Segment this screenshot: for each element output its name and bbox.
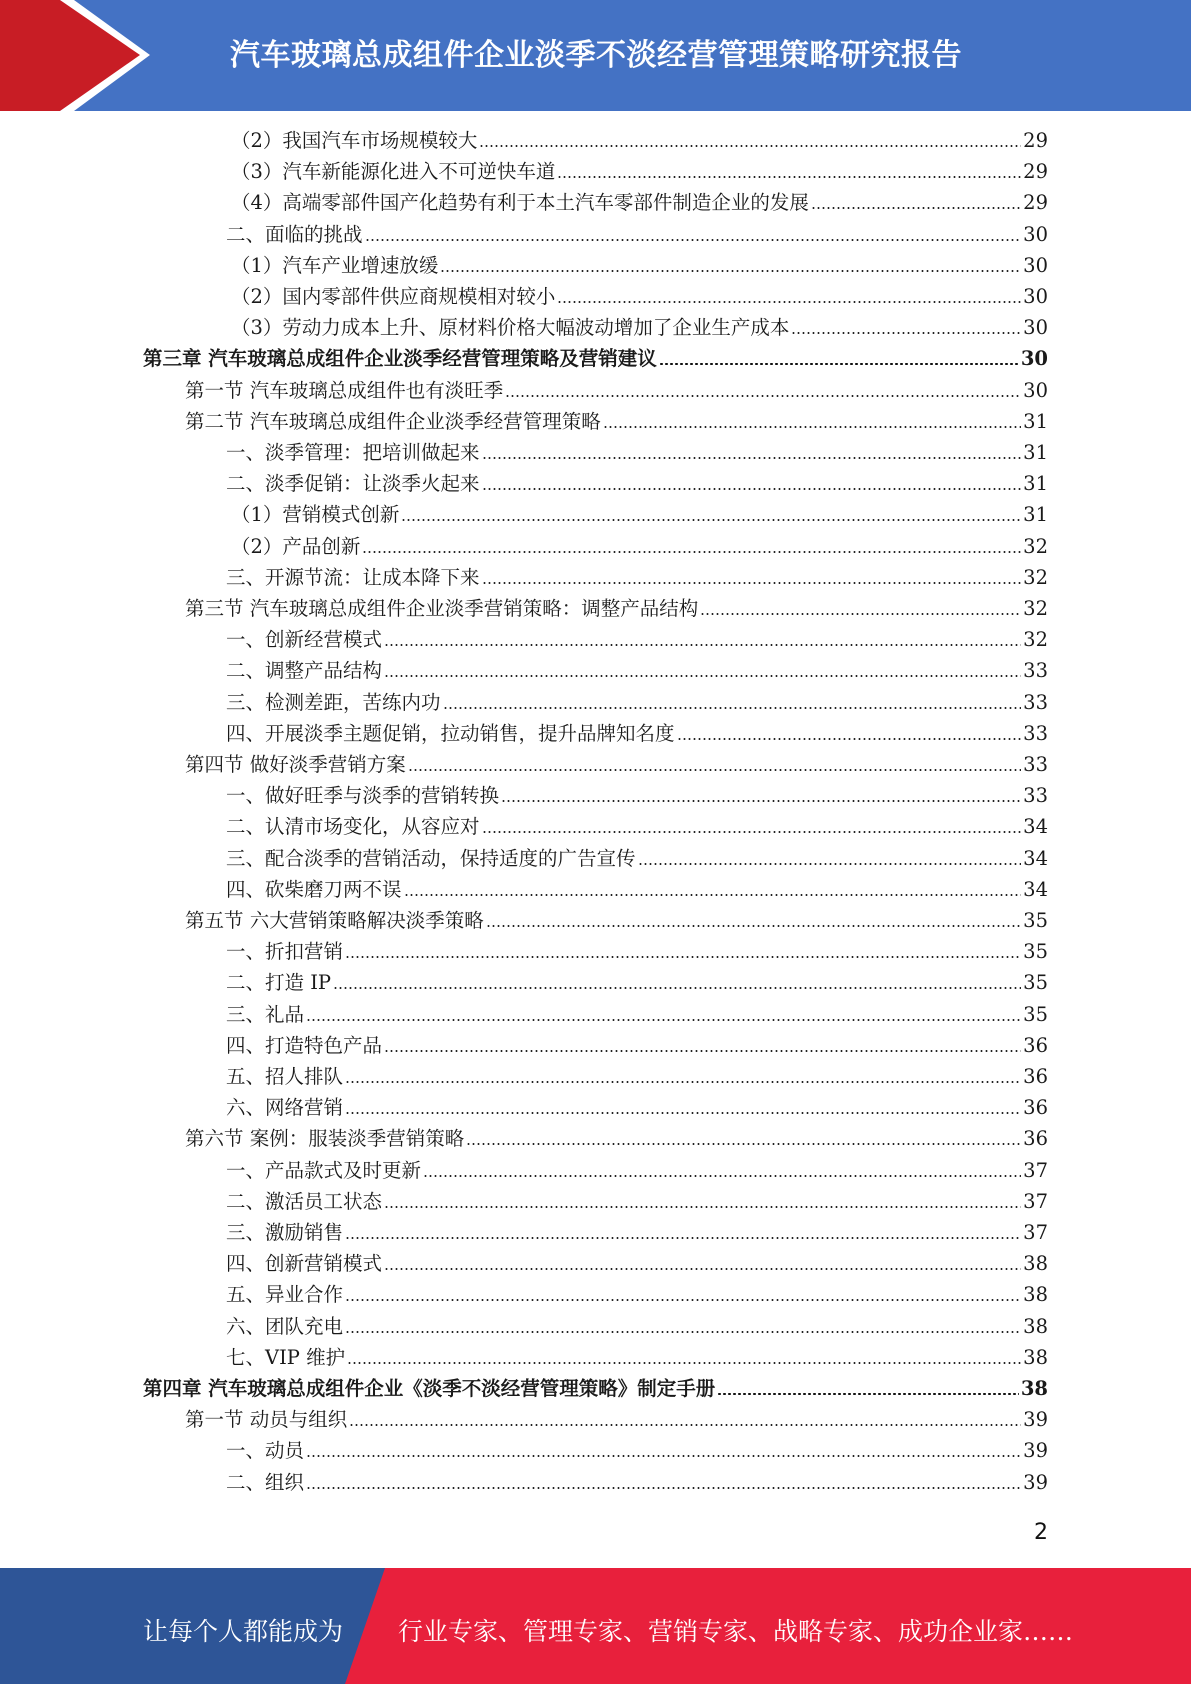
toc-entry[interactable] [226,1342,1048,1373]
toc-dot-leader [811,207,1021,209]
toc-dot-leader [466,1143,1021,1145]
toc-entry[interactable] [185,593,1048,624]
toc-entry-title: （4）高端零部件国产化趋势有利于本土汽车零部件制造企业的发展 [231,191,809,215]
toc-entry[interactable] [226,967,1048,998]
toc-entry-title: 一、创新经营模式 [226,628,383,652]
toc-entry[interactable] [226,1217,1048,1248]
toc-dot-leader [486,925,1021,927]
toc-dot-leader [482,488,1022,490]
toc-dot-leader [423,1175,1021,1177]
toc-entry-page: 31 [1023,503,1048,527]
toc-entry-page: 31 [1023,441,1048,464]
toc-entry-page: 29 [1023,191,1048,215]
toc-entry[interactable] [231,156,1048,187]
toc-entry[interactable] [226,1467,1048,1498]
toc-entry-page: 29 [1023,129,1048,152]
toc-entry-title: （3）劳动力成本上升、原材料价格大幅波动增加了企业生产成本 [231,316,790,340]
toc-entry-page: 39 [1023,1470,1048,1494]
toc-entry[interactable] [226,811,1048,842]
toc-dot-leader [557,176,1021,178]
toc-entry-page: 32 [1023,534,1048,558]
toc-dot-leader [479,145,1021,147]
toc-entry[interactable] [185,375,1048,406]
toc-dot-leader [482,831,1022,833]
toc-dot-leader [384,644,1021,646]
toc-entry[interactable] [231,281,1048,312]
toc-entry-page: 33 [1023,659,1048,683]
toc-dot-leader [384,1206,1021,1208]
toc-entry-title: 七、VIP 维护 [226,1345,346,1369]
toc-entry-title: 五、异业合作 [226,1283,344,1307]
toc-entry-title: 二、打造 IP [226,971,332,995]
toc-dot-leader [482,457,1022,459]
toc-dot-leader [700,613,1021,615]
page-footer [0,1568,1191,1684]
toc-entry-page: 37 [1023,1189,1048,1213]
toc-entry-page: 32 [1023,628,1048,652]
toc-entry[interactable] [231,250,1048,281]
toc-entry-page: 34 [1023,846,1048,870]
toc-dot-leader [306,1455,1021,1457]
toc-entry-title: 一、淡季管理：把培训做起来 [226,441,480,464]
toc-entry[interactable] [185,905,1048,936]
toc-dot-leader [408,769,1021,771]
toc-entry-page: 39 [1023,1439,1048,1463]
toc-entry[interactable] [226,1248,1048,1279]
toc-entry-title: 三、检测差距，苦练内功 [226,690,441,714]
toc-entry-title: （2）产品创新 [231,534,361,558]
toc-entry-page: 33 [1023,784,1048,808]
toc-entry-page: 36 [1023,1065,1048,1088]
toc-entry[interactable] [185,406,1048,437]
toc-entry-page: 30 [1023,222,1048,246]
toc-dot-leader [306,1487,1021,1489]
toc-entry[interactable] [231,187,1048,218]
toc-entry[interactable] [226,843,1048,874]
toc-entry-title: 六、网络营销 [226,1096,344,1120]
toc-dot-leader [603,426,1021,428]
toc-entry[interactable] [185,1123,1048,1154]
toc-dot-leader [791,332,1021,334]
toc-entry[interactable] [226,562,1048,593]
toc-entry[interactable] [143,1373,1048,1404]
toc-dot-leader [638,863,1022,865]
toc-dot-leader [349,1424,1021,1426]
toc-entry-page: 38 [1023,1252,1048,1276]
toc-entry-page: 36 [1023,1033,1048,1057]
toc-entry-page: 30 [1023,285,1048,308]
toc-entry[interactable] [226,718,1048,749]
toc-entry-title: 三、礼品 [226,1002,305,1026]
footer-slogan-left: 让每个人都能成为 [143,1617,344,1646]
toc-entry-title: 四、创新营销模式 [226,1252,383,1276]
toc-entry-title: 二、淡季促销：让淡季火起来 [226,472,480,496]
toc-entry-title: 二、面临的挑战 [226,222,363,246]
toc-entry-title: 第五节 六大营销策略解决淡季策略 [185,909,484,932]
toc-entry-page: 31 [1023,409,1048,433]
toc-entry-title: 三、激励销售 [226,1221,344,1244]
toc-entry-title: 第一节 汽车玻璃总成组件也有淡旺季 [185,378,504,402]
toc-entry-title: 一、产品款式及时更新 [226,1158,422,1182]
toc-entry[interactable] [231,499,1048,530]
toc-entry-title: （1）营销模式创新 [231,503,400,527]
toc-entry-title: 四、砍柴磨刀两不误 [226,877,402,901]
toc-entry[interactable] [226,1186,1048,1217]
toc-entry[interactable] [226,1061,1048,1092]
toc-entry[interactable] [226,780,1048,811]
toc-entry[interactable] [231,531,1048,562]
page-number: 2 [1034,1520,1048,1545]
toc-entry-page: 38 [1020,1377,1048,1400]
toc-entry[interactable] [226,1030,1048,1061]
toc-dot-leader [440,270,1021,272]
toc-dot-leader [482,582,1022,584]
toc-dot-leader [345,1112,1021,1114]
toc-entry-title: 第四章 汽车玻璃总成组件企业《淡季不淡经营管理策略》制定手册 [143,1377,716,1400]
toc-entry-page: 32 [1023,597,1048,620]
toc-entry-page: 30 [1023,316,1048,340]
toc-entry-page: 30 [1020,347,1048,371]
toc-entry-page: 39 [1023,1408,1048,1432]
toc-entry-title: 六、团队充电 [226,1314,344,1338]
toc-entry[interactable] [143,343,1048,374]
toc-entry-page: 36 [1023,1096,1048,1120]
toc-dot-leader [501,800,1021,802]
toc-entry-page: 35 [1023,940,1048,964]
toc-entry-page: 33 [1023,753,1048,776]
toc-entry[interactable] [226,1435,1048,1466]
toc-entry[interactable] [226,1155,1048,1186]
toc-entry-title: 二、调整产品结构 [226,659,383,683]
toc-entry-title: （1）汽车产业增速放缓 [231,253,439,277]
toc-entry-title: 三、开源节流：让成本降下来 [226,565,480,589]
toc-entry-title: 第三节 汽车玻璃总成组件企业淡季营销策略：调整产品结构 [185,597,699,620]
toc-entry[interactable] [226,1311,1048,1342]
toc-entry-title: 一、动员 [226,1439,305,1463]
toc-entry[interactable] [226,468,1048,499]
toc-dot-leader [362,551,1021,553]
toc-dot-leader [345,956,1021,958]
toc-dot-leader [345,1081,1021,1083]
toc-entry-title: 二、组织 [226,1470,305,1494]
toc-entry[interactable] [226,1279,1048,1310]
toc-entry-title: （3）汽车新能源化进入不可逆快车道 [231,160,556,184]
toc-dot-leader [659,363,1019,365]
toc-dot-leader [345,1299,1021,1301]
toc-entry[interactable] [226,936,1048,967]
toc-entry-title: 五、招人排队 [226,1065,344,1088]
toc-entry-title: （2）国内零部件供应商规模相对较小 [231,285,556,308]
toc-entry[interactable] [226,219,1048,250]
toc-entry-title: 第二节 汽车玻璃总成组件企业淡季经营管理策略 [185,409,601,433]
toc-dot-leader [365,239,1022,241]
toc-dot-leader [401,519,1021,521]
toc-dot-leader [345,1237,1021,1239]
toc-dot-leader [443,707,1022,709]
toc-entry[interactable] [226,624,1048,655]
toc-entry-page: 37 [1023,1221,1048,1244]
toc-dot-leader [333,987,1021,989]
toc-entry[interactable] [226,655,1048,686]
toc-dot-leader [404,894,1022,896]
toc-entry[interactable] [185,749,1048,780]
toc-dot-leader [306,1019,1021,1021]
toc-entry-page: 30 [1023,253,1048,277]
toc-entry-page: 31 [1023,472,1048,496]
toc-entry[interactable] [226,999,1048,1030]
toc-dot-leader [347,1362,1021,1364]
toc-entry-title: 第六节 案例：服装淡季营销策略 [185,1127,465,1151]
toc-entry-page: 33 [1023,690,1048,714]
toc-entry-page: 38 [1023,1314,1048,1338]
toc-entry[interactable] [185,1404,1048,1435]
toc-entry-page: 33 [1023,721,1048,745]
toc-entry[interactable] [226,1092,1048,1123]
footer-slogan-right: 行业专家、管理专家、营销专家、战略专家、成功企业家…… [398,1617,1074,1646]
toc-entry-page: 38 [1023,1345,1048,1369]
toc-entry-title: 四、开展淡季主题促销，拉动销售，提升品牌知名度 [226,721,675,745]
toc-entry-title: 二、认清市场变化，从容应对 [226,815,480,839]
toc-entry-page: 35 [1023,1002,1048,1026]
toc-dot-leader [384,675,1021,677]
toc-entry-page: 36 [1023,1127,1048,1151]
toc-entry-page: 32 [1023,565,1048,589]
toc-entry-page: 30 [1023,378,1048,402]
toc-entry-title: 三、配合淡季的营销活动，保持适度的广告宣传 [226,846,636,870]
toc-entry-page: 35 [1023,909,1048,932]
toc-entry-title: 第四节 做好淡季营销方案 [185,753,406,776]
toc-dot-leader [557,301,1021,303]
toc-entry[interactable] [226,874,1048,905]
toc-entry-title: 二、激活员工状态 [226,1189,383,1213]
toc-entry[interactable] [231,312,1048,343]
toc-entry-page: 29 [1023,160,1048,184]
toc-entry[interactable] [231,125,1048,156]
toc-entry-page: 35 [1023,971,1048,995]
toc-entry-title: 第三章 汽车玻璃总成组件企业淡季经营管理策略及营销建议 [143,347,657,371]
toc-entry[interactable] [226,437,1048,468]
toc-entry-title: 四、打造特色产品 [226,1033,383,1057]
toc-dot-leader [717,1393,1019,1395]
toc-entry-page: 37 [1023,1158,1048,1182]
toc-entry-title: （2）我国汽车市场规模较大 [231,129,478,152]
toc-dot-leader [384,1050,1021,1052]
toc-entry-page: 34 [1023,815,1048,839]
toc-entry-page: 34 [1023,877,1048,901]
toc-entry[interactable] [226,687,1048,718]
page-header [0,0,1191,111]
toc-entry-title: 一、做好旺季与淡季的营销转换 [226,784,500,808]
toc-dot-leader [505,395,1021,397]
toc-dot-leader [677,738,1022,740]
document-title: 汽车玻璃总成组件企业淡季不淡经营管理策略研究报告 [230,38,962,73]
toc-dot-leader [345,1331,1021,1333]
toc-dot-leader [384,1268,1021,1270]
toc-entry-title: 第一节 动员与组织 [185,1408,348,1432]
toc-entry-title: 一、折扣营销 [226,940,344,964]
toc-entry-page: 38 [1023,1283,1048,1307]
